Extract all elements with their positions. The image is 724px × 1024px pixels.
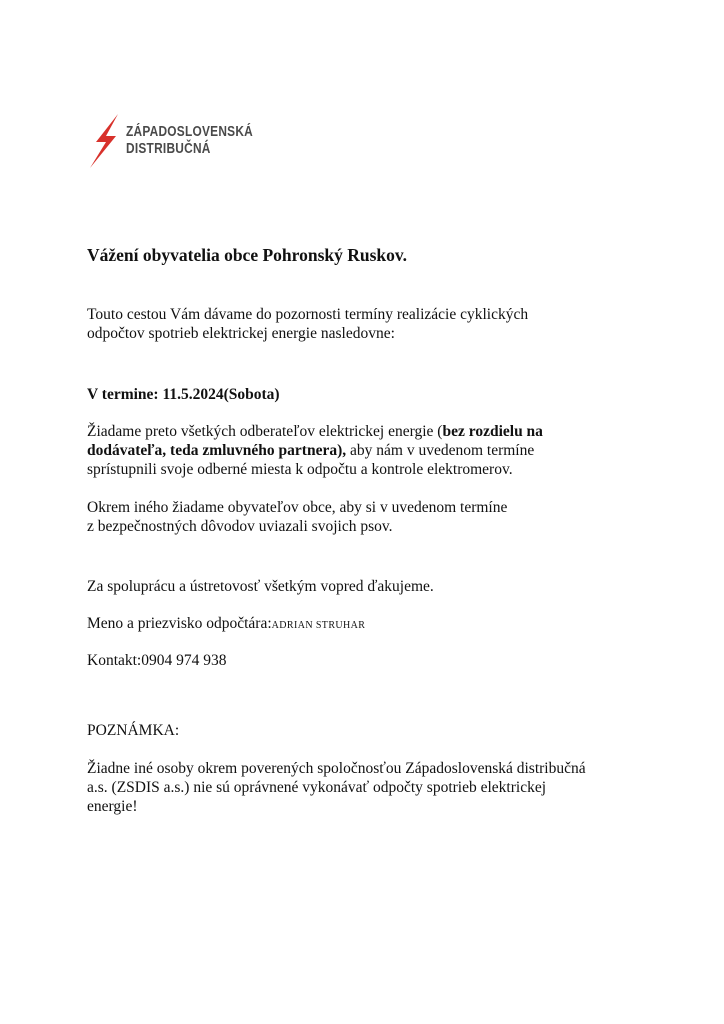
request-line-3: sprístupnili svoje odberné miesta k odpočtu a kontrole elektromerov. — [87, 461, 513, 478]
letter-heading: Vážení obyvatelia obce Pohronský Ruskov. — [87, 245, 408, 265]
logo-line-1: ZÁPADOSLOVENSKÁ — [126, 124, 254, 140]
intro-line-2: odpočtov spotrieb elektrickej energie nasledovne: — [87, 325, 395, 342]
dogs-line-1: Okrem iného žiadame obyvateľov obce, aby si v uvedenom termíne — [87, 499, 508, 516]
request-line-1-text: Žiadame preto všetkých odberateľov elektrickej energie ( — [87, 423, 443, 440]
logo-wordmark — [126, 124, 253, 158]
request-line-2 — [87, 441, 534, 460]
term-date: V termine: 11.5.2024(Sobota) — [87, 386, 280, 403]
request-line-2-text: aby nám v uvedenom termíne — [346, 442, 535, 459]
request-line-1 — [87, 422, 543, 441]
note-line-1: Žiadne iné osoby okrem poverených spoločnosťou Západoslovenská distribučná — [87, 760, 586, 777]
thanks-line: Za spoluprácu a ústretovosť všetkým vopred ďakujeme. — [87, 578, 434, 595]
lightning-bolt-icon — [88, 112, 122, 170]
note-line-2: a.s. (ZSDIS a.s.) nie sú oprávnené vykonávať odpočty spotrieb elektrickej — [87, 779, 547, 796]
note-title: POZNÁMKA: — [87, 722, 180, 739]
dogs-line-2: z bezpečnostných dôvodov uviazali svojich psov. — [87, 518, 393, 535]
intro-line-1: Touto cestou Vám dávame do pozornosti termíny realizácie cyklických — [87, 306, 529, 323]
logo-line-2: DISTRIBUČNÁ — [126, 141, 211, 157]
request-line-1-bold: bez rozdielu na — [442, 423, 543, 440]
note-line-3: energie! — [87, 798, 138, 815]
meter-reader-name: ADRIAN STRUHAR — [271, 620, 366, 631]
contact-line: Kontakt:0904 974 938 — [87, 652, 227, 669]
meter-reader — [87, 614, 365, 635]
request-line-2-bold: dodávateľa, teda zmluvného partnera), — [87, 442, 347, 459]
company-logo — [88, 112, 258, 172]
meter-reader-label: Meno a priezvisko odpočtára: — [87, 615, 272, 632]
